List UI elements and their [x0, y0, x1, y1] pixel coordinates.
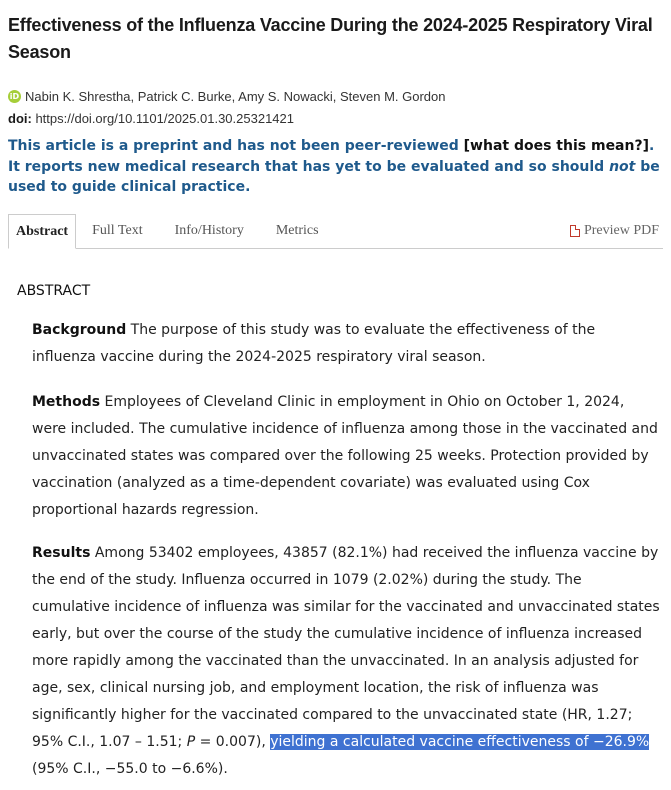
what-does-this-mean-link[interactable]: [what does this mean?]: [463, 138, 649, 154]
background-label: Background: [32, 322, 127, 338]
notice-text-3: be used to guide clinical practice.: [8, 158, 660, 195]
tab-metrics[interactable]: Metrics: [275, 223, 319, 238]
results-text: Among 53402 employees, 43857 (82.1%) had received the influenza vaccine by the end of the study. Influenza occurred in 1079 (2.02%) during the study. The cumulative incidence of influenza was similar for the vaccinated and unvaccinated states early, but over the course of the study the cumulative incidence of influenza increased more rapidly among the vaccinated than the unvaccinated. In an analysis adjusted for age, sex, clinical nursing job, and employment location, the risk of influenza was significantly higher for the vaccinated compared to the unvaccinated state (HR, 1.27; 95% C.I., 1.07 – 1.51;: [32, 545, 660, 750]
doi-label: doi:: [8, 111, 32, 126]
authors-text[interactable]: Nabin K. Shrestha, Patrick C. Burke, Amy S. Nowacki, Steven M. Gordon: [25, 88, 446, 104]
abstract-heading: ABSTRACT: [17, 283, 91, 299]
article-title: Effectiveness of the Influenza Vaccine During the 2024-2025 Respiratory Viral Season: [8, 15, 653, 62]
notice-emphasis: not: [609, 158, 636, 175]
doi-line: [8, 111, 294, 126]
article-tabs: [8, 215, 663, 249]
p-value-symbol: P: [186, 734, 196, 750]
preview-pdf-label: Preview PDF: [583, 223, 659, 238]
methods-paragraph: [32, 389, 662, 524]
orcid-icon[interactable]: iD: [9, 91, 20, 101]
tab-info-history[interactable]: Info/History: [174, 223, 244, 238]
background-paragraph: [32, 317, 662, 371]
highlighted-effectiveness: yielding a calculated vaccine effectiveness of −26.9%: [270, 734, 650, 750]
notice-text-1: This article is a preprint and has not been peer-reviewed: [8, 138, 464, 154]
author-list: [8, 87, 446, 105]
p-value-text: = 0.007),: [195, 734, 271, 750]
background-text: The purpose of this study was to evaluate the effectiveness of the influenza vaccine during the 2024-2025 respiratory viral season.: [32, 322, 596, 365]
methods-label: Methods: [32, 394, 101, 410]
tab-full-text[interactable]: Full Text: [92, 223, 143, 238]
methods-text: Employees of Cleveland Clinic in employment in Ohio on October 1, 2024, were included. The cumulative incidence of influenza among those in the vaccinated and unvaccinated states was compared over the following 25 weeks. Protection provided by vaccination (analyzed as a time-dependent covariate) was evaluated using Cox proportional hazards regression.: [32, 394, 658, 518]
results-end-text: (95% C.I., −55.0 to −6.6%).: [32, 761, 228, 777]
results-label: Results: [32, 545, 91, 561]
tab-abstract[interactable]: Abstract: [8, 214, 76, 249]
pdf-icon: [570, 225, 580, 237]
preprint-notice: [8, 136, 663, 198]
notice-text-2: . It reports new medical research that has yet to be evaluated and so should: [8, 138, 655, 175]
doi-link[interactable]: https://doi.org/10.1101/2025.01.30.25321421: [35, 111, 294, 126]
results-paragraph: [32, 540, 662, 783]
preview-pdf-button[interactable]: [570, 214, 663, 248]
